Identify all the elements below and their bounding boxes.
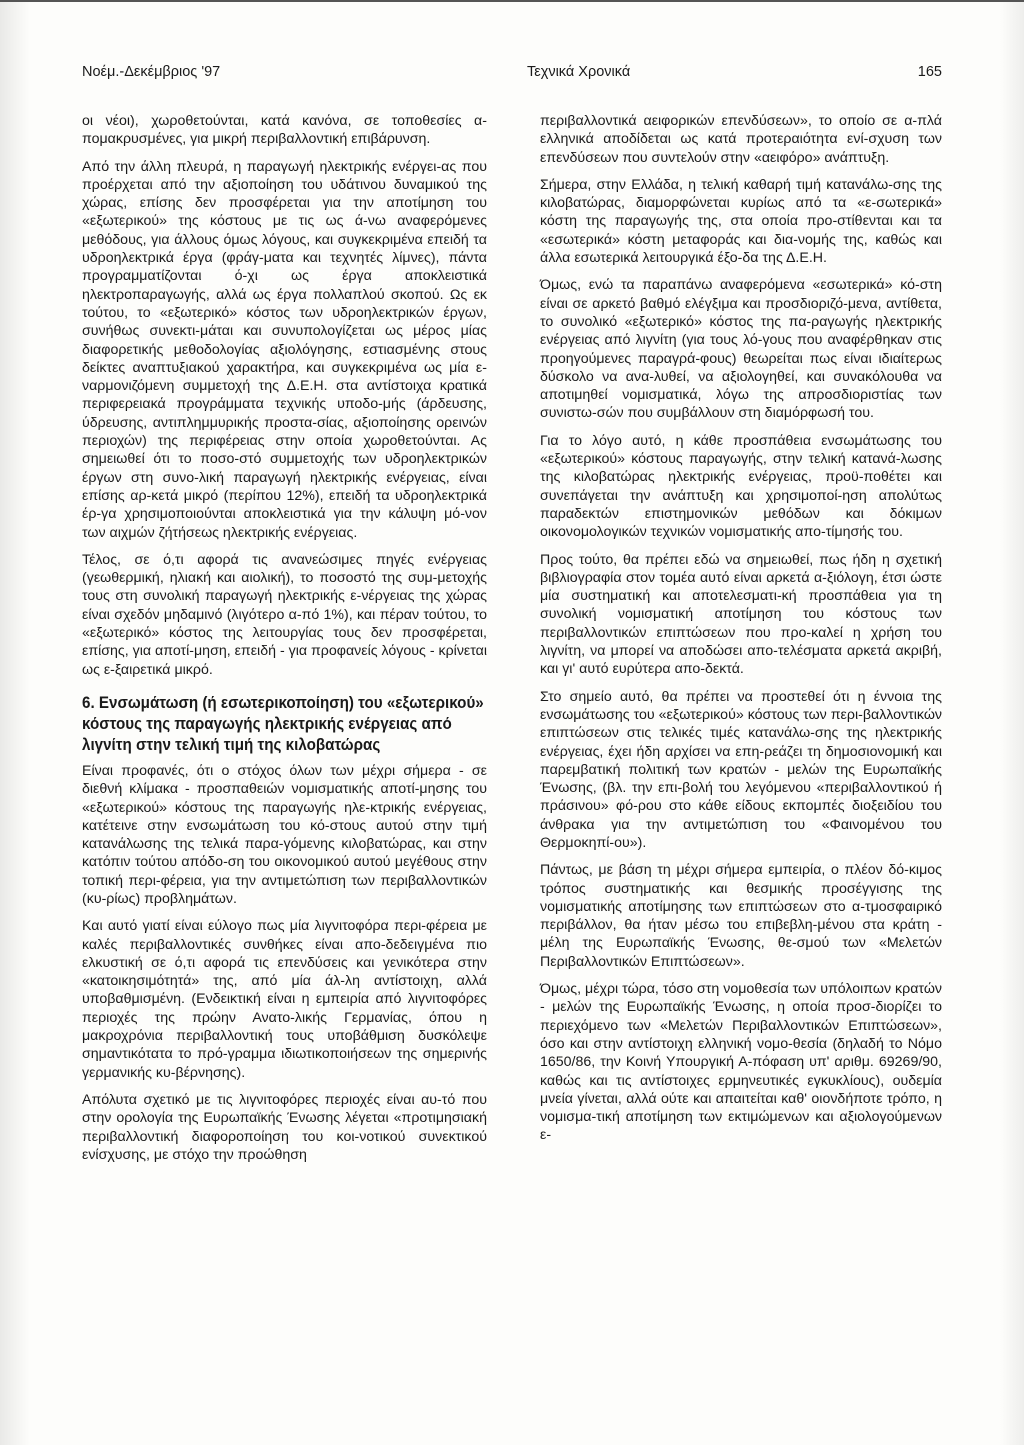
paragraph: Προς τούτο, θα πρέπει εδώ να σημειωθεί, πως ήδη η σχετική βιβλιογραφία στον τομέα αυτό είναι αρκετά α-ξιόλογη, έτσι ώστε μία συστηματική και αποτελεσματι-κή προσπάθεια για τη συνολική νομισματική αποτίμηση του κόστους των περιβαλλοντικών επιπτώσεων που προ-καλεί η χρήση του λιγνίτη, να μπορεί να αποδώσει απο-τελέσματα αρκετά ακριβή, και γι' αυτό ευρύτερα απο-δεκτά. [540,551,942,678]
paragraph: Και αυτό γιατί είναι εύλογο πως μία λιγνιτοφόρα περι-φέρεια με καλές περιβαλλοντικές συνθήκες είναι απο-δεδειγμένα πιο ελκυστική σε ό,τι αφορά τις επενδύσεις και γενικότερα στην «κατοικησιμότητά» της, από μία άλ-λη αντίστοιχη, αλλά υποβαθμισμένη. (Ενδεικτική είναι η εμπειρία από λιγνιτοφόρες περιοχές της πρώην Ανατο-λικής Γερμανίας, όπου η μακροχρόνια περιβαλλοντική τους υποβάθμιση δυσκόλεψε σημαντικότατα το πρό-γραμμα ιδιωτικοποιήσεων της σημερινής γερμανικής κυ-βέρνησης). [82,918,487,1081]
right-column [540,112,942,1154]
header-date: Νοέμ.-Δεκέμβριος '97 [82,64,221,80]
paragraph: Από την άλλη πλευρά, η παραγωγή ηλεκτρικής ενέργει-ας που προέρχεται από την αξιοποίηση του υδάτινου δυναμικού της χώρας, επίσης δεν προσφέρεται για την αποτίμηση του «εξωτερικού» της κόστους με τις ως ά-νω αναφερόμενες μεθόδους, για άλλους όμως λόγους, και συγκεκριμένα επειδή τα υδροηλεκτρικά έργα (φράγ-ματα και τεχνητές λίμνες), πάντα προγραμματίζονται ό-χι ως έργα αποκλειστικά ηλεκτροπαραγωγής, αλλά ως έργα πολλαπλού σκοπού. Ως εκ τούτου, το «εξωτερικό» κόστος των υδροηλεκτρικών έργων, συνήθως συνεκτι-μάται και συνυπολογίζεται ως μέρος μίας διαφορετικής μεθοδολογίας αξιολόγησης, εστιασμένης στους δείκτες αναπτυξιακού χαρακτήρα, και συγκεκριμένα ως μία ε-ναρμονιζόμενη συμμετοχή της Δ.Ε.Η. στα αντίστοιχα κρατικά περιφερειακά προγράμματα τεχνικής υποδο-μής (άρδευσης, ύδρευσης, αντιπλημμυρικής προστα-σίας, αξιοποίησης ορεινών περιοχών) της περιφέρειας στην οποία χωροθετούνται. Ας σημειωθεί ότι το ποσο-στό συμμετοχής των υδροηλεκτρικών έργων στη συνο-λική παραγωγή ηλεκτρικής ενέργειας, είναι επίσης αρ-κετά μικρό (περίπου 12%), επειδή τα υδροηλεκτρικά έρ-γα χρησιμοποιούνται αποκλειστικά για την κάλυψη μό-νον των αιχμών ζήτήσεως ηλεκτρικής ενέργειας. [82,158,487,541]
paragraph: οι νέοι), χωροθετούνται, κατά κανόνα, σε τοποθεσίες α-πομακρυσμένες, για μικρή περιβαλλοντική επιβάρυνση. [82,113,487,148]
paragraph: Όμως, ενώ τα παραπάνω αναφερόμενα «εσωτερικά» κό-στη είναι σε αρκετό βαθμό ελέγξιμα και προσδιοριζό-μενα, αντίθετα, το συνολικό «εξωτερικό» κόστος της πα-ραγωγής ηλεκτρικής ενέργειας από λιγνίτη (για τους λό-γους που αναφέρθηκαν στις προηγούμενες παραγρά-φους) θεωρείται πως είναι ιδιαίτερως δύσκολο να ανα-λυθεί, να αξιολογηθεί, και συνακόλουθα να αποτιμηθεί νομισματικά, λόγω της απροσδιοριστίας των συνιστω-σών που συμβάλλουν στη διαμόρφωσή του. [540,277,942,422]
paragraph: Σήμερα, στην Ελλάδα, η τελική καθαρή τιμή κατανάλω-σης της κιλοβατώρας, διαμορφώνεται κυρίως από τα «ε-σωτερικά» κόστη της παραγωγής της, στα οποία προ-στίθενται και τα «εσωτερικά» κόστη μεταφοράς και δια-νομής της, καθώς και άλλα εσωτερικά λειτουργικά έξο-δα της Δ.Ε.Η. [540,176,942,267]
paragraph: Τέλος, σε ό,τι αφορά τις ανανεώσιμες πηγές ενέργειας (γεωθερμική, ηλιακή και αιολική), το ποσοστό της συμ-μετοχής τους στη συνολική παραγωγή ηλεκτρικής ε-νέργειας της χώρας είναι σχεδόν μηδαμινό (λιγότερο α-πό 1%), και πέραν τούτου, το «εξωτερικό» κόστος της λειτουργίας τους δεν προσφέρεται, επίσης, για αποτί-μηση, επειδή - για προφανείς λόγους - κρίνεται ως ε-ξαιρετικά μικρό. [82,551,487,678]
paragraph: Όμως, μέχρι τώρα, τόσο στη νομοθεσία των υπόλοιπων κρατών - μελών της Ευρωπαϊκής Ένωσης, η οποία προσ-διορίζει το περιεχόμενο των «Μελετών Περιβαλλοντικών Επιπτώσεων», όσο και στην αντίστοιχη ελληνική νομο-θεσία (δηλαδή το Νόμο 1650/86, την Κοινή Υπουργική Α-πόφαση υπ' αριθμ. 69269/90, καθώς και τις αντίστοιχες ερμηνευτικές εγκυκλίους), ουδεμία μνεία γίνεται, αλλά ούτε και απαιτείται καθ' οιονδήποτε τρόπο, η νομισμα-τική αποτίμηση των εκτιμώμενων και αξιολογούμενων ε- [540,981,942,1144]
paragraph: Είναι προφανές, ότι ο στόχος όλων των μέχρι σήμερα - σε διεθνή κλίμακα - προσπαθειών νομισματικής αποτί-μησης του «εξωτερικού» κόστους της παραγωγής ηλε-κτρικής ενέργειας, κατέτεινε στην ενσωμάτωση του κό-στους αυτού στην τιμή κατανάλωσης της τελικά παρα-γόμενης κιλοβατώρας, και στην κατόπιν τούτου απόδο-ση του οικονομικού αυτού μεγέθους στην τοπική περι-φέρεια, για την αντιμετώπιση των περιβαλλοντικών (κυ-ρίως) προβλημάτων. [82,762,487,907]
paragraph: Για το λόγο αυτό, η κάθε προσπάθεια ενσωμάτωσης του «εξωτερικού» κόστους παραγωγής, στην τελική κατανά-λωσης της κιλοβατώρας ηλεκτρικής ενέργειας, προϋ-ποθέτει και συνεπάγεται την ανάπτυξη και χρησιμοποί-ηση απολύτως παραδεκτών επιστημονικών μεθόδων και δόκιμων οικονομολογικών τεχνικών νομισματικής απο-τίμησής του. [540,432,942,541]
running-header [82,64,942,86]
left-column [82,112,487,1173]
header-page-number: 165 [917,64,942,80]
header-journal-title: Τεχνικά Χρονικά [527,64,631,80]
paragraph: περιβαλλοντικά αειφορικών επενδύσεων», το οποίο σε α-πλά ελληνικά αποδίδεται ως κατά προτεραιότητα ενί-σχυση των επενδύσεων που συντελούν στην «αειφόρο» ανάπτυξη. [540,113,942,166]
paragraph: Πάντως, με βάση τη μέχρι σήμερα εμπειρία, ο πλέον δό-κιμος τρόπος συστηματικής και θεσμικής προσέγγισης της νομισματικής αποτίμησης των επιπτώσεων στο α-τμοσφαιρικό περιβάλλον, θα ήταν μέσω του επιβεβλη-μένου στα κράτη - μέλη της Ευρωπαϊκής Ένωσης, θε-σμού των «Μελετών Περιβαλλοντικών Επιπτώσεων». [540,862,942,970]
paragraph: Απόλυτα σχετικό με τις λιγνιτοφόρες περιοχές είναι αυ-τό που στην ορολογία της Ευρωπαϊκής Ένωσης λέγεται «προτιμησιακή περιβαλλοντική διαφοροποίηση του κοι-νοτικού συνεκτικού ενίσχυσης, με στόχο την προώθηση [82,1091,487,1163]
paragraph: Στο σημείο αυτό, θα πρέπει να προστεθεί ότι η έννοια της ενσωμάτωσης του «εξωτερικού» κόστους των περι-βαλλοντικών επιπτώσεων στις τελικές τιμές κατανάλω-σης της ηλεκτρικής ενέργειας, έχει ήδη αρχίσει να επη-ρεάζει τη δημοσιονομική και παρεμβατική πολιτική των κρατών - μελών της Ευρωπαϊκής Ένωσης, (βλ. την επι-βολή του λεγόμενου «περιβαλλοντικού ή πράσινου» φό-ρου στο κάθε είδους εκπομπές διοξειδίου του άνθρακα για την αντιμετώπιση του «Φαινομένου του Θερμοκηπί-ου»). [540,688,942,851]
section-heading: 6. Ενσωμάτωση (ή εσωτερικοποίηση) του «εξωτερικού» κόστους της παραγωγής ηλεκτρικής ενέργειας από λιγνίτη στην τελική τιμή της κιλοβατώρας [82,693,484,754]
top-border-line [0,0,1024,2]
